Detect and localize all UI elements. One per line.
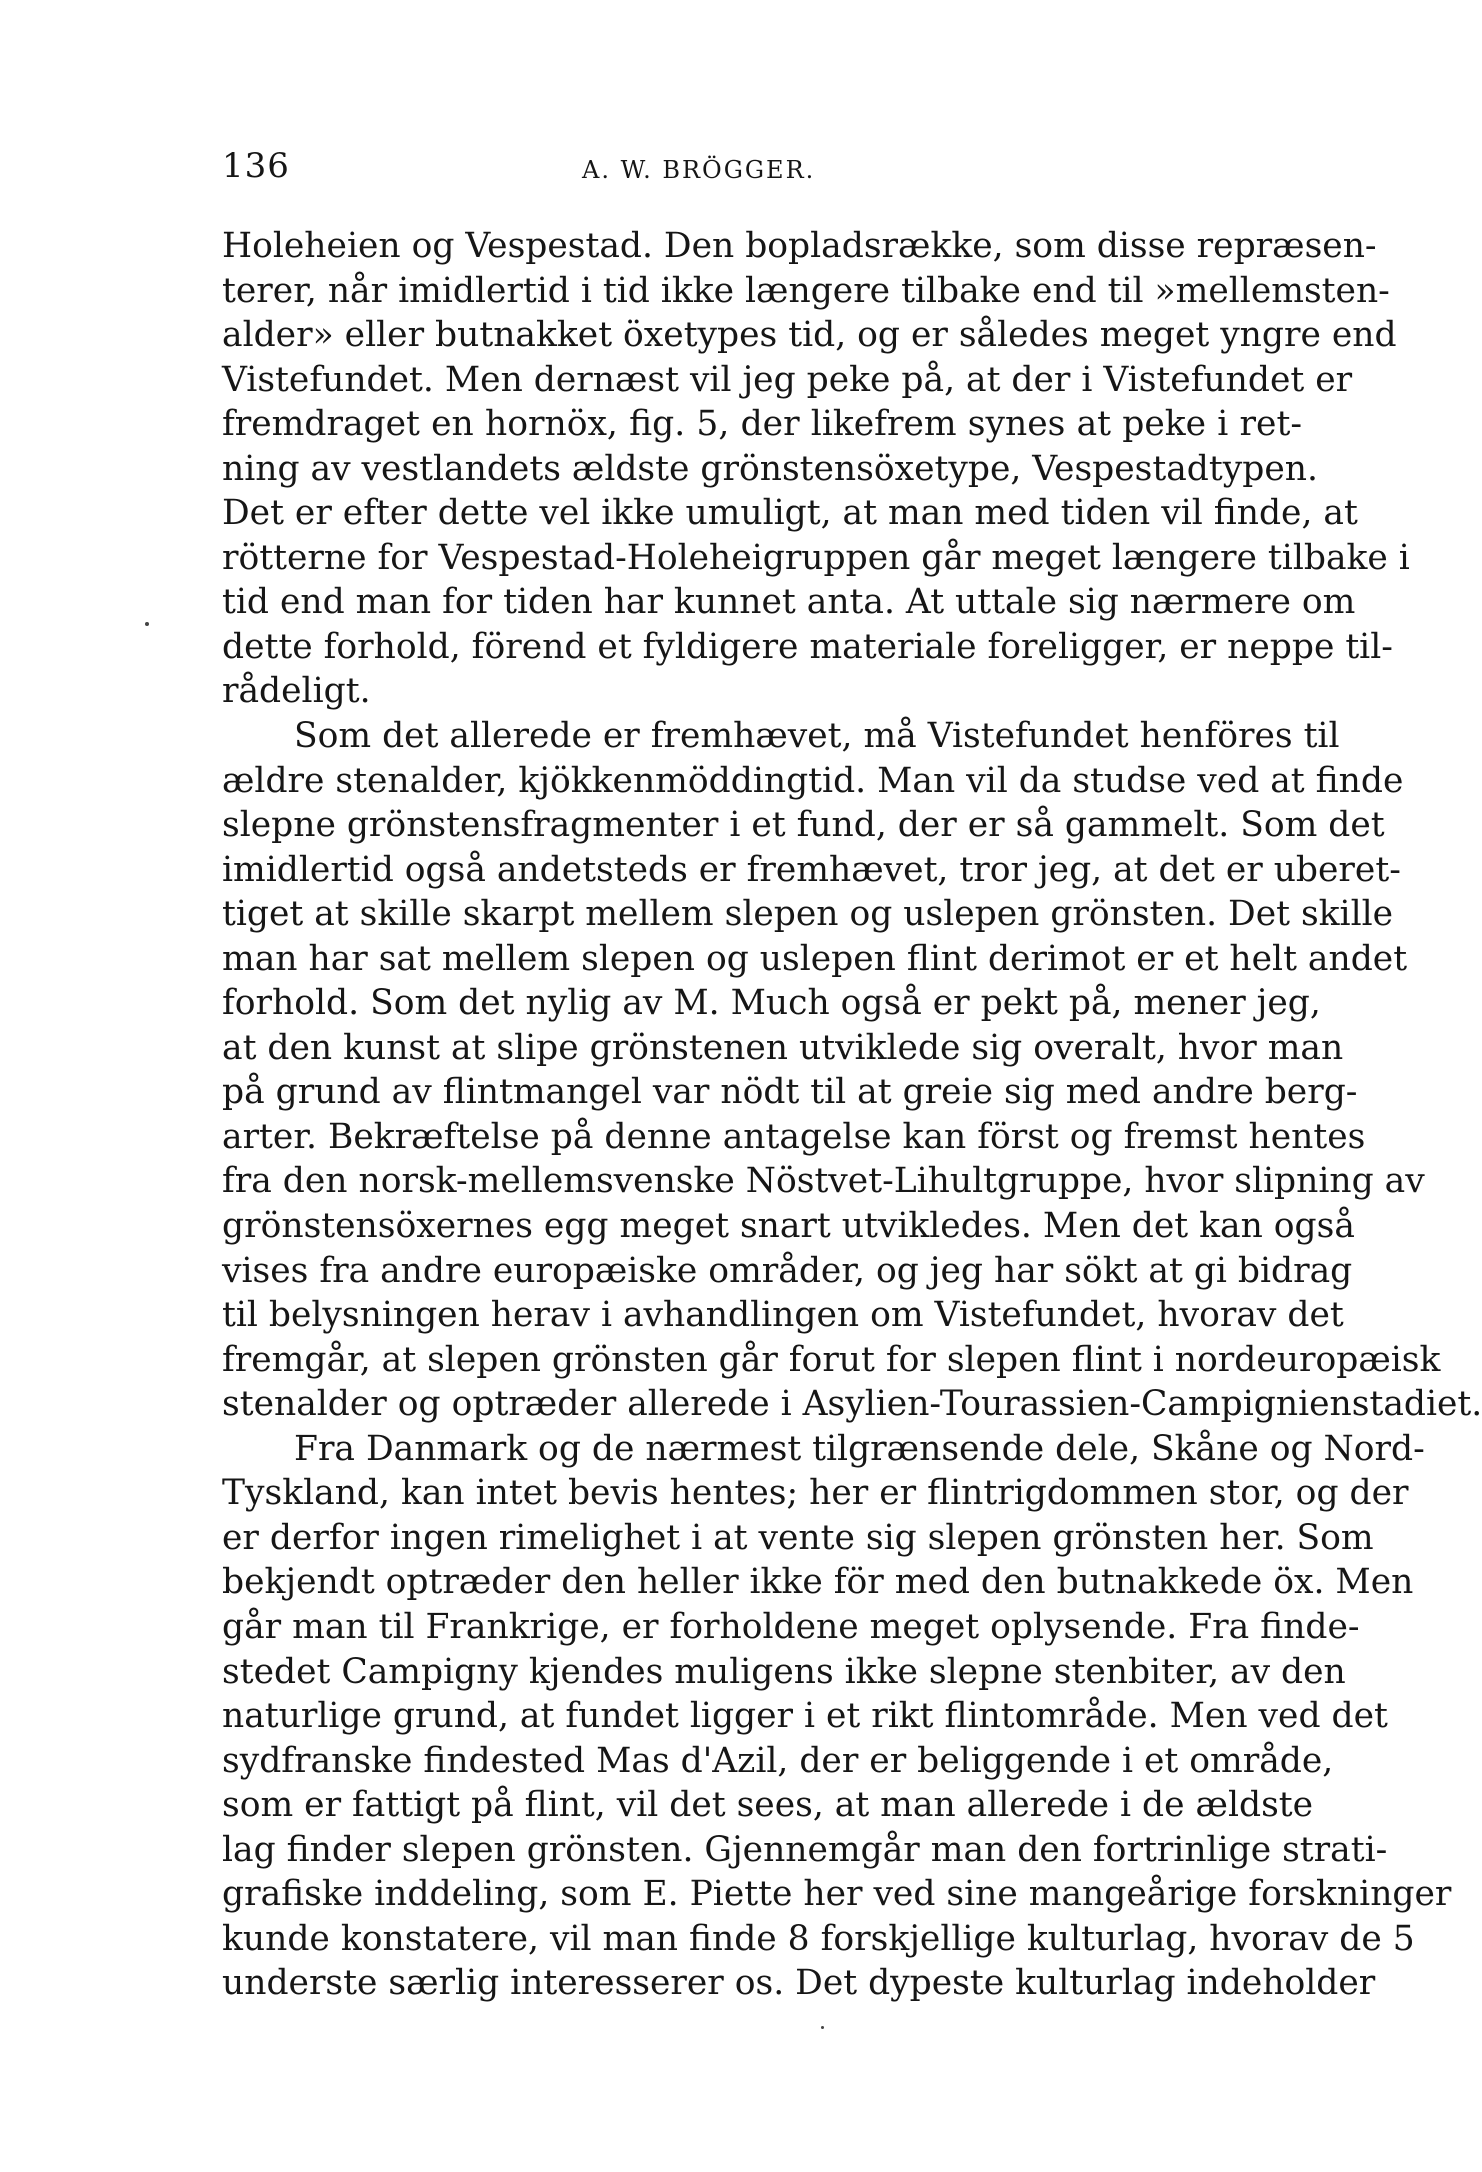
text-line: fremgår, at slepen grönsten går forut for slepen flint i nordeuropæisk: [222, 1339, 1441, 1380]
text-line: alder» eller butnakket öxetypes tid, og er således meget yngre end: [222, 315, 1397, 356]
text-line: stedet Campigny kjendes muligens ikke slepne stenbiter, av den: [222, 1651, 1346, 1692]
text-line: sydfranske findested Mas d'Azil, der er beliggende i et område,: [222, 1740, 1334, 1781]
text-line: bekjendt optræder den heller ikke för med den butnakkede öx. Men: [222, 1562, 1414, 1603]
text-line: fremdraget en hornöx, fig. 5, der likefrem synes at peke i ret-: [222, 404, 1302, 445]
text-line: underste særlig interesserer os. Det dypeste kulturlag indeholder: [222, 1963, 1376, 2004]
text-line: fra den norsk-mellemsvenske Nöstvet-Lihultgruppe, hvor slipning av: [222, 1161, 1425, 1202]
text-line: man har sat mellem slepen og uslepen flint derimot er et helt andet: [222, 938, 1408, 979]
body-text: [222, 224, 1482, 2006]
text-line: går man til Frankrige, er forholdene meget oplysende. Fra finde-: [222, 1606, 1360, 1647]
text-line: Som det allerede er fremhævet, må Vistefundet henföres til: [294, 716, 1340, 757]
text-line: Fra Danmark og de nærmest tilgrænsende dele, Skåne og Nord-: [294, 1428, 1425, 1469]
text-line: på grund av flintmangel var nödt til at greie sig med andre berg-: [222, 1072, 1358, 1113]
text-line: ældre stenalder, kjökkenmöddingtid. Man vil da studse ved at finde: [222, 760, 1404, 801]
text-line: forhold. Som det nylig av M. Much også er pekt på, mener jeg,: [222, 983, 1321, 1024]
text-line: Tyskland, kan intet bevis hentes; her er flintrigdommen stor, og der: [222, 1473, 1409, 1514]
text-line: tiget at skille skarpt mellem slepen og uslepen grönsten. Det skille: [222, 894, 1394, 935]
text-line: Holeheien og Vespestad. Den bopladsrække, som disse repræsen-: [222, 226, 1377, 266]
text-line: at den kunst at slipe grönstenen utviklede sig overalt, hvor man: [222, 1027, 1344, 1068]
text-line: ning av vestlandets ældste grönstensöxetype, Vespestadtypen.: [222, 448, 1318, 489]
text-line: terer, når imidlertid i tid ikke længere tilbake end til »mellemsten-: [222, 270, 1390, 311]
text-line: arter. Bekræftelse på denne antagelse kan först og fremst hentes: [222, 1116, 1366, 1157]
scan-speck: [145, 622, 149, 626]
text-line: tid end man for tiden har kunnet anta. At uttale sig nærmere om: [222, 582, 1356, 623]
text-line: stenalder og optræder allerede i Asylien-Tourassien-Campignienstadiet.: [222, 1384, 1482, 1425]
text-line: naturlige grund, at fundet ligger i et rikt flintområde. Men ved det: [222, 1696, 1388, 1737]
text-line: kunde konstatere, vil man finde 8 forskjellige kulturlag, hvorav de 5: [222, 1918, 1415, 1959]
page-number: 136: [222, 146, 290, 186]
text-line: imidlertid også andetsteds er fremhævet, tror jeg, at det er uberet-: [222, 849, 1401, 890]
text-line: er derfor ingen rimelighet i at vente sig slepen grönsten her. Som: [222, 1517, 1374, 1558]
text-line: Det er efter dette vel ikke umuligt, at man med tiden vil finde, at: [222, 493, 1358, 534]
text-line: til belysningen herav i avhandlingen om Vistefundet, hvorav det: [222, 1295, 1344, 1336]
text-line: rötterne for Vespestad-Holeheigruppen går meget længere tilbake i: [222, 537, 1410, 578]
text-line: rådeligt.: [222, 671, 371, 712]
text-line: vises fra andre europæiske områder, og jeg har sökt at gi bidrag: [222, 1250, 1353, 1291]
page-header: [222, 146, 1302, 190]
text-line: Vistefundet. Men dernæst vil jeg peke på, at der i Vistefundet er: [222, 359, 1353, 400]
text-line: grönstensöxernes egg meget snart utvikledes. Men det kan også: [222, 1206, 1355, 1247]
text-line: lag finder slepen grönsten. Gjennemgår man den fortrinlige strati-: [222, 1829, 1388, 1870]
text-line: dette forhold, förend et fyldigere materiale foreligger, er neppe til-: [222, 626, 1393, 667]
text-line: slepne grönstensfragmenter i et fund, der er så gammelt. Som det: [222, 805, 1385, 846]
running-head: A. W. BRÖGGER.: [582, 156, 816, 184]
scan-speck: [821, 2026, 824, 2029]
text-line: som er fattigt på flint, vil det sees, at man allerede i de ældste: [222, 1785, 1314, 1826]
text-line: grafiske inddeling, som E. Piette her ved sine mangeårige forskninger: [222, 1874, 1452, 1915]
